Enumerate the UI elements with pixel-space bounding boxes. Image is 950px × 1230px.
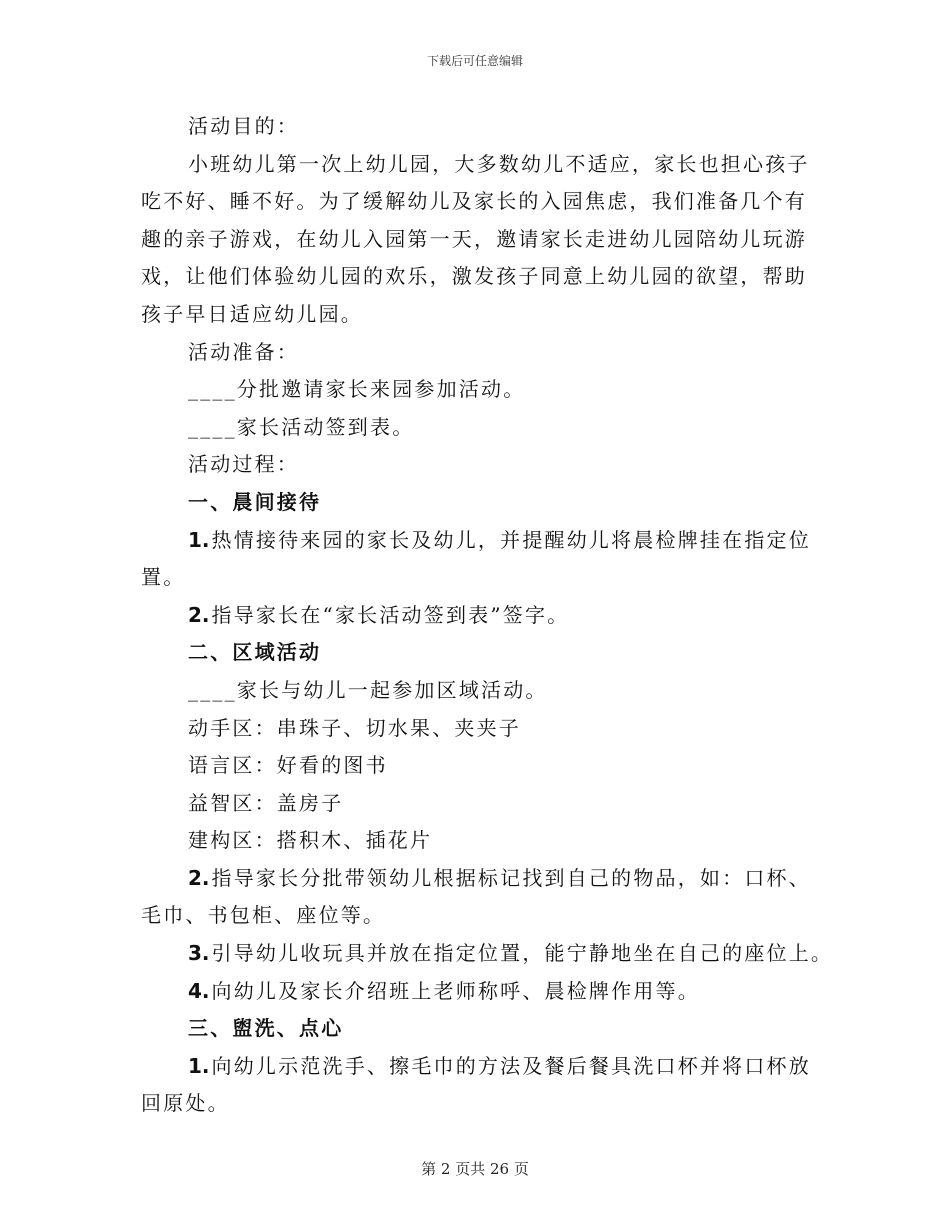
line-text: 活动目的： [188, 114, 299, 138]
line-text: 指导家长分批带领幼儿根据标记找到自己的物品，如：口杯、 [211, 865, 811, 890]
text-line [141, 146, 810, 184]
line-text: 孩子早日适应幼儿园。 [141, 301, 363, 326]
text-line [141, 296, 806, 334]
line-text: ____分批邀请家长来园参加活动。 [188, 377, 526, 402]
text-line [141, 221, 806, 259]
text-line [141, 409, 806, 447]
section-heading [141, 484, 806, 522]
line-text: 二、区域活动 [188, 640, 322, 665]
page-footer: 第 2 页共 26 页 [421, 1160, 529, 1178]
text-line [141, 183, 806, 221]
text-line [141, 522, 811, 560]
text-line [141, 597, 806, 635]
list-number: 3. [188, 941, 210, 966]
list-number: 1. [188, 1053, 210, 1078]
line-text: 语言区：好看的图书 [188, 753, 388, 778]
text-line [141, 334, 806, 372]
list-number: 2. [188, 602, 210, 627]
text-line [141, 747, 806, 785]
text-line [141, 1048, 811, 1086]
text-line [141, 108, 806, 146]
line-text: 吃不好、睡不好。为了缓解幼儿及家长的入园焦虑，我们准备几个有 [141, 189, 807, 214]
text-line [141, 710, 806, 748]
line-text: 趣的亲子游戏，在幼儿入园第一天，邀请家长走进幼儿园陪幼儿玩游 [141, 226, 807, 251]
text-line [141, 446, 806, 484]
document-body [141, 108, 834, 1123]
text-line [141, 258, 806, 296]
line-text: 置。 [141, 565, 186, 590]
list-number: 2. [188, 865, 210, 890]
text-line [141, 860, 811, 898]
text-line [141, 935, 834, 973]
line-text: 回原处。 [141, 1091, 230, 1116]
list-number: 4. [188, 978, 210, 1003]
line-text: 指导家长在“家长活动签到表”签字。 [211, 602, 570, 627]
text-line [141, 371, 806, 409]
line-text: 活动准备： [188, 339, 299, 364]
line-text: 小班幼儿第一次上幼儿园，大多数幼儿不适应，家长也担心孩子 [188, 151, 810, 176]
line-text: 向幼儿示范洗手、擦毛巾的方法及餐后餐具洗口杯并将口杯放 [211, 1053, 811, 1078]
text-line [141, 785, 806, 823]
section-heading [141, 634, 806, 672]
line-text: 毛巾、书包柜、座位等。 [141, 903, 386, 928]
line-text: 戏，让他们体验幼儿园的欢乐，激发孩子同意上幼儿园的欲望，帮助 [141, 264, 807, 289]
list-number: 1. [188, 527, 210, 552]
page-header: 下载后可任意编辑 [426, 54, 523, 68]
text-line [141, 897, 806, 935]
line-text: ____家长活动签到表。 [188, 414, 415, 439]
line-text: 三、盥洗、点心 [188, 1016, 344, 1041]
section-heading [141, 1010, 806, 1048]
line-text: 建构区：搭积木、插花片 [188, 828, 433, 853]
line-text: ____家长与幼儿一起参加区域活动。 [188, 677, 548, 702]
line-text: 一、晨间接待 [188, 489, 322, 514]
line-text: 益智区：盖房子 [188, 790, 344, 815]
text-line [141, 822, 806, 860]
line-text: 向幼儿及家长介绍班上老师称呼、晨检牌作用等。 [211, 978, 700, 1003]
text-line [141, 672, 806, 710]
line-text: 引导幼儿收玩具并放在指定位置，能宁静地坐在自己的座位上。 [211, 941, 834, 966]
line-text: 活动过程： [188, 452, 299, 477]
line-text: 动手区：串珠子、切水果、夹夹子 [188, 715, 521, 740]
line-text: 热情接待来园的家长及幼儿，并提醒幼儿将晨检牌挂在指定位 [211, 527, 811, 552]
text-line [141, 1085, 806, 1123]
text-line [141, 973, 806, 1011]
text-line [141, 559, 806, 597]
